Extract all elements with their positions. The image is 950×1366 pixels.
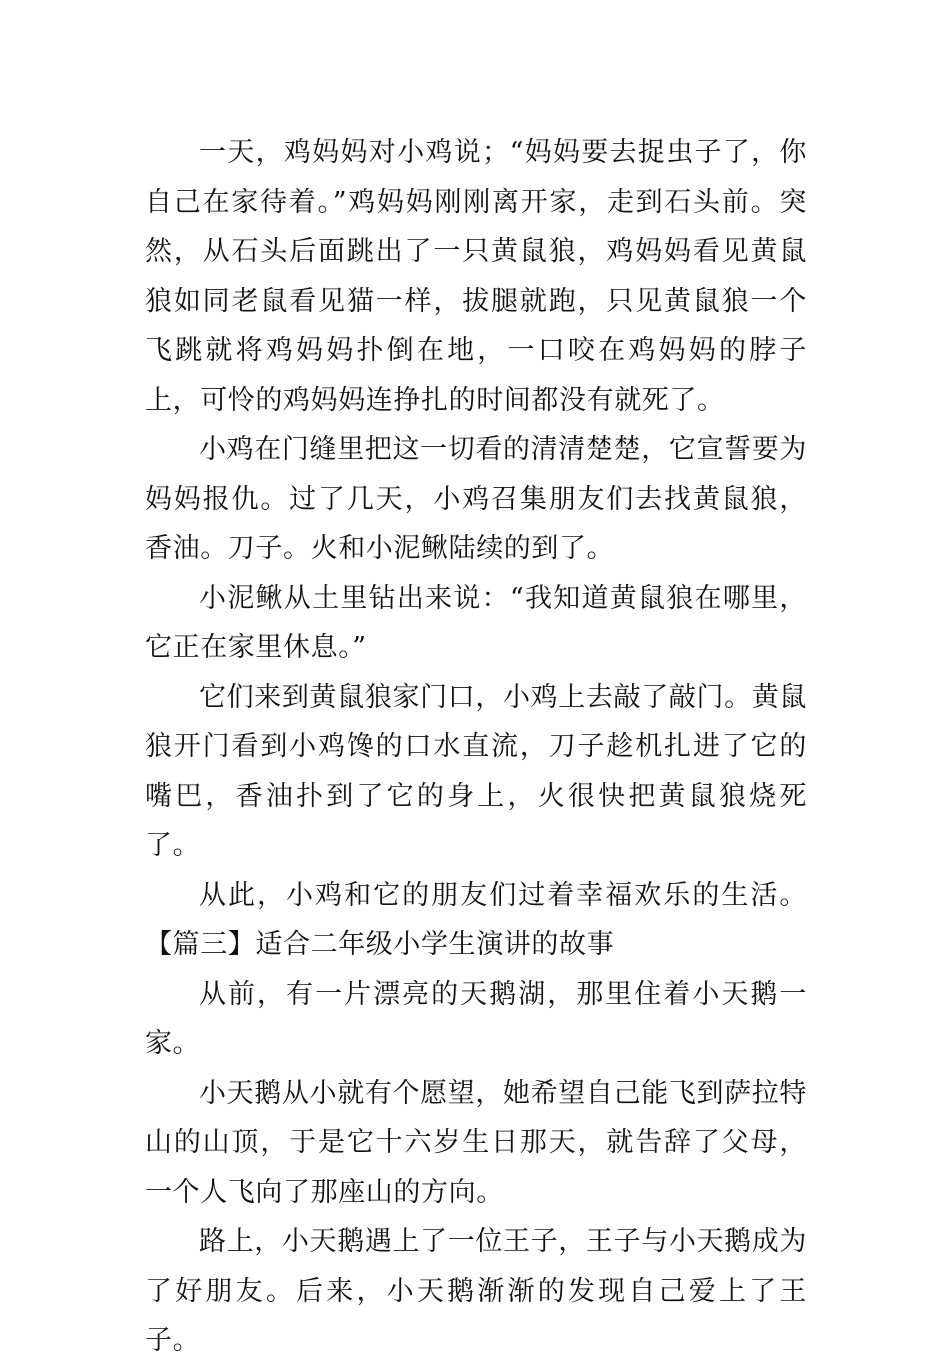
paragraph-swan-wish: 小天鹅从小就有个愿望，她希望自己能飞到萨拉特山的山顶，于是它十六岁生日那天，就告辞了父母，一个人飞向了那座山的方向。	[145, 1077, 807, 1208]
paragraph-weasel-defeated: 它们来到黄鼠狼家门口，小鸡上去敲了敲门。黄鼠狼开门看到小鸡馋的口水直流，刀子趁机扎进了它的嘴巴，香油扑到了它的身上，火很快把黄鼠狼烧死了。	[145, 681, 807, 861]
paragraph-chick-revenge: 小鸡在门缝里把这一切看的清清楚楚，它宣誓要为妈妈报仇。过了几天，小鸡召集朋友们去找黄鼠狼，香油。刀子。火和小泥鳅陆续的到了。	[145, 434, 807, 564]
story-text	[145, 128, 807, 1366]
paragraph-loach-speaks: 小泥鳅从土里钻出来说：“我知道黄鼠狼在哪里，它正在家里休息。”	[145, 582, 807, 663]
paragraph-hen-mother: 一天，鸡妈妈对小鸡说；“妈妈要去捉虫子了，你自己在家待着。”鸡妈妈刚刚离开家，走到石头前。突然，从石头后面跳出了一只黄鼠狼，鸡妈妈看见黄鼠狼如同老鼠看见猫一样，拔腿就跑，只见黄鼠狼一个飞跳就将鸡妈妈扑倒在地，一口咬在鸡妈妈的脖子上，可怜的鸡妈妈连挣扎的时间都没有就死了。	[145, 137, 807, 416]
paragraph-swan-prince: 路上，小天鹅遇上了一位王子，王子与小天鹅成为了好朋友。后来，小天鹅渐渐的发现自己爱上了王子。	[145, 1226, 807, 1356]
paragraph-happy-ending-and-section-title: 从此，小鸡和它的朋友们过着幸福欢乐的生活。 【篇三】适合二年级小学生演讲的故事	[145, 879, 807, 960]
paragraph-swan-lake: 从前，有一片漂亮的天鹅湖，那里住着小天鹅一家。	[145, 978, 807, 1059]
